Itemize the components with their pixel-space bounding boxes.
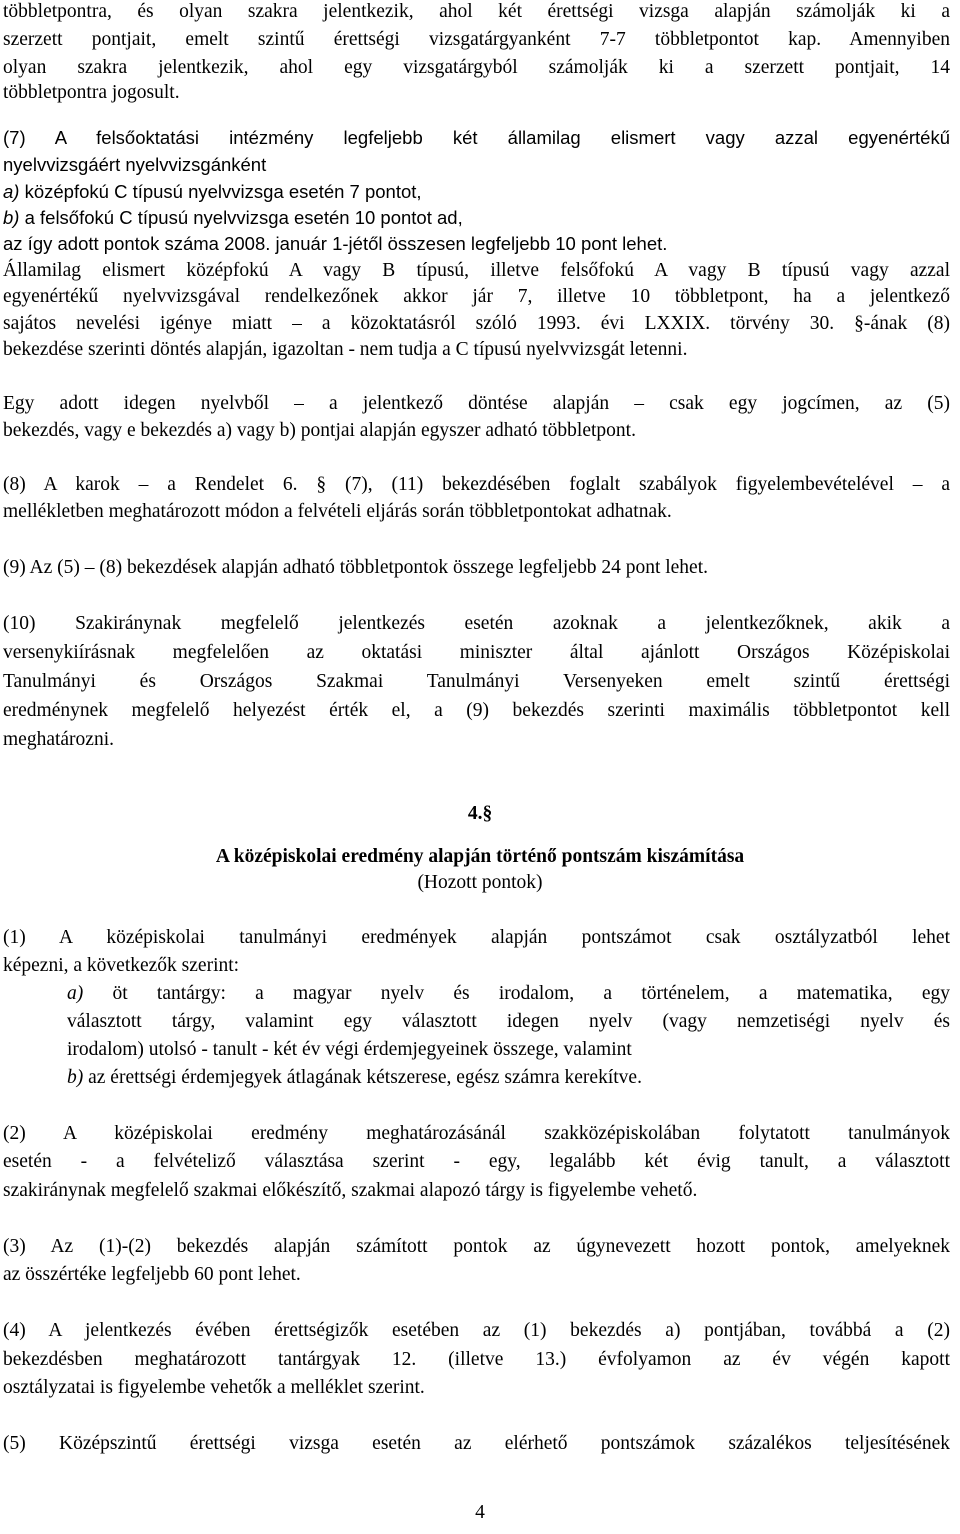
- list-item: [67, 983, 950, 1005]
- text-line: bekezdése szerinti döntés alapján, igazoltan - nem tudja a C típusú nyelvvizsgát letenni.: [3, 339, 688, 360]
- text-line: többletpontra, és olyan szakra jelentkezik, ahol két érettségi vizsga alapján számolják ki a: [3, 1, 950, 22]
- text-line: Egy adott idegen nyelvből – a jelentkező döntése alapján – csak egy jogcímen, az (5): [3, 393, 950, 414]
- text-line: bekezdés, vagy e bekezdés a) vagy b) pontjai alapján egyszer adható többletpont.: [3, 420, 636, 441]
- text-line: képezni, a következők szerint:: [3, 955, 240, 976]
- text-line: (9) Az (5) – (8) bekezdések alapján adható többletpontok összege legfeljebb 24 pont lehet.: [3, 557, 709, 578]
- text-line: (8) A karok – a Rendelet 6. § (7), (11) bekezdésében foglalt szabályok figyelembevételével – a: [3, 474, 950, 495]
- list-label: a): [67, 983, 84, 1004]
- text-line: Tanulmányi és Országos Szakmai Tanulmányi Versenyeken emelt szintű érettségi: [3, 671, 950, 692]
- text-line: (2) A középiskolai eredmény meghatározásánál szakközépiskolában folytatott tanulmányok: [3, 1123, 950, 1144]
- text-line: (7) A felsőoktatási intézmény legfeljebb két államilag elismert vagy azzal egyenértékű: [3, 127, 950, 148]
- list-text: öt tantárgy: a magyar nyelv és irodalom, a történelem, a matematika, egy: [83, 983, 950, 1004]
- text-line: többletpontra jogosult.: [3, 82, 180, 103]
- text-line: szerzett pontjait, emelt szintű érettségi vizsgatárgyanként 7-7 többletpontot kap. Amennyiben: [3, 29, 950, 50]
- list-label: b): [3, 207, 20, 228]
- list-item: [3, 207, 960, 229]
- list-label: b): [67, 1067, 84, 1088]
- list-text: az érettségi érdemjegyek átlagának kétszerese, egész számra kerekítve.: [83, 1067, 642, 1088]
- text-line: az így adott pontok száma 2008. január 1-jétől összesen legfeljebb 10 pont lehet.: [3, 233, 668, 254]
- text-line: esetén - a felvételiző választása szerint - egy, legalább két évig tanult, a választott: [3, 1151, 950, 1172]
- text-line: meghatározni.: [3, 729, 114, 750]
- text-line: eredménynek megfelelő helyezést érték el, a (9) bekezdés szerinti maximális többletpontot kell: [3, 700, 950, 721]
- text-line: az összértéke legfeljebb 60 pont lehet.: [3, 1264, 301, 1285]
- text-line: versenykiírásnak megfelelően az oktatási miniszter által ajánlott Országos Középiskolai: [3, 642, 950, 663]
- text-line: (10) Szakiránynak megfelelő jelentkezés esetén azoknak a jelentkezőknek, akik a: [3, 613, 950, 634]
- page-number: 4: [475, 1502, 485, 1523]
- section-title: A középiskolai eredmény alapján történő pontszám kiszámítása: [215, 846, 745, 867]
- text-line: bekezdésben meghatározott tantárgyak 12. (illetve 13.) évfolyamon az év végén kapott: [3, 1349, 950, 1370]
- section-number: 4.§: [467, 803, 493, 824]
- list-item: [3, 181, 960, 203]
- text-line: (5) Középszintű érettségi vizsga esetén az elérhető pontszámok százalékos teljesítésének: [3, 1433, 950, 1454]
- text-line: nyelvvizsgáért nyelvvizsgánként: [3, 154, 267, 175]
- list-label: a): [3, 181, 20, 202]
- text-line: (4) A jelentkezés évében érettségizők esetében az (1) bekezdés a) pontjában, továbbá a (2): [3, 1320, 950, 1341]
- text-line: irodalom) utolsó - tanult - két év végi érdemjegyeinek összege, valamint: [67, 1039, 632, 1060]
- text-line: választott tárgy, valamint egy választott idegen nyelv (vagy nemzetiségi nyelv és: [67, 1011, 950, 1032]
- text-line: sajátos nevelési igénye miatt – a közoktatásról szóló 1993. évi LXXIX. törvény 30. §-ának (8): [3, 313, 950, 334]
- list-item: [67, 1067, 960, 1089]
- text-line: olyan szakra jelentkezik, ahol egy vizsgatárgyból számolják ki a szerzett pontjait, 14: [3, 57, 950, 78]
- list-text: középfokú C típusú nyelvvizsga esetén 7 pontot,: [19, 181, 422, 202]
- text-line: egyenértékű nyelvvizsgával rendelkezőnek akkor jár 7, illetve 10 többletpont, ha a jelentkező: [3, 286, 950, 307]
- section-subtitle: (Hozott pontok): [417, 872, 543, 893]
- text-line: szakiránynak megfelelő szakmai előkészítő, szakmai alapozó tárgy is figyelembe vehető.: [3, 1180, 698, 1201]
- list-text: a felsőfokú C típusú nyelvvizsga esetén 10 pontot ad,: [19, 207, 463, 228]
- text-line: (3) Az (1)-(2) bekezdés alapján számított pontok az úgynevezett hozott pontok, amelyeknek: [3, 1236, 950, 1257]
- text-line: (1) A középiskolai tanulmányi eredmények alapján pontszámot csak osztályzatból lehet: [3, 927, 950, 948]
- text-line: osztályzatai is figyelembe vehetők a melléklet szerint.: [3, 1377, 425, 1398]
- text-line: mellékletben meghatározott módon a felvételi eljárás során többletpontokat adhatnak.: [3, 501, 672, 522]
- text-line: Államilag elismert középfokú A vagy B típusú, illetve felsőfokú A vagy B típusú vagy azzal: [3, 260, 950, 281]
